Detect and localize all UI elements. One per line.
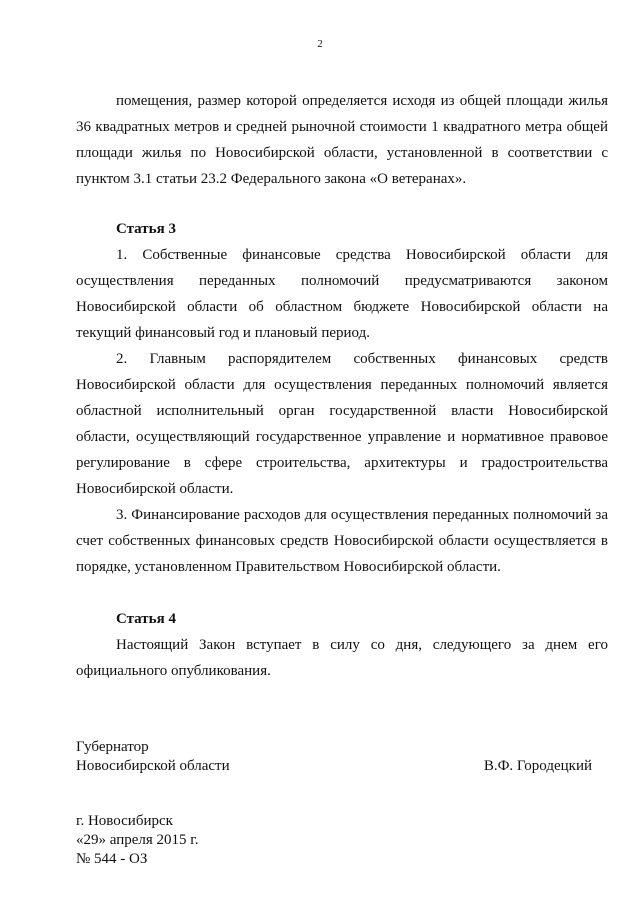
city: г. Новосибирск xyxy=(76,813,173,829)
signature-name: В.Ф. Городецкий xyxy=(483,758,592,774)
law-number: № 544 - ОЗ xyxy=(76,851,148,867)
article-4-heading: Статья 4 xyxy=(116,611,176,627)
article-3-paragraph-1: 1. Собственные финансовые средства Новосибирской области для осуществления переданных полномочий предусматриваются законом Новосибирской области об областном бюджете Новосибирской области на текущий финансовый год и плановый период. xyxy=(76,247,608,341)
article-4-paragraph-1: Настоящий Закон вступает в силу со дня, следующего за днем его официального опубликования. xyxy=(76,637,608,679)
place-date-block xyxy=(76,812,199,869)
signature-block xyxy=(76,738,606,776)
page-number: 2 xyxy=(317,38,323,50)
signature-title-line-1: Губернатор xyxy=(76,739,149,755)
article-4 xyxy=(76,606,608,684)
signature-title-line-2: Новосибирской области xyxy=(76,758,230,774)
article-3-paragraph-3: 3. Финансирование расходов для осуществления переданных полномочий за счет собственных финансовых средств Новосибирской области осуществляется в порядке, установленном Правительством Новосибирской области. xyxy=(76,507,608,575)
article-3 xyxy=(76,216,608,580)
article-3-paragraph-2: 2. Главным распорядителем собственных финансовых средств Новосибирской области для осуществления переданных полномочий является областной исполнительный орган государственной власти Новосибирской области, осуществляющий государственное управление и нормативное правовое регулирование в сфере строительства, архитектуры и градостроительства Новосибирской области. xyxy=(76,351,608,497)
law-date: «29» апреля 2015 г. xyxy=(76,832,199,848)
article-3-heading: Статья 3 xyxy=(116,221,176,237)
continuation-paragraph: помещения, размер которой определяется исходя из общей площади жилья 36 квадратных метров и средней рыночной стоимости 1 квадратного метра общей площади жилья по Новосибирской области, установленной в соответствии с пунктом 3.1 статьи 23.2 Федерального закона «О ветеранах». xyxy=(76,93,608,187)
continuation-block xyxy=(76,88,608,192)
